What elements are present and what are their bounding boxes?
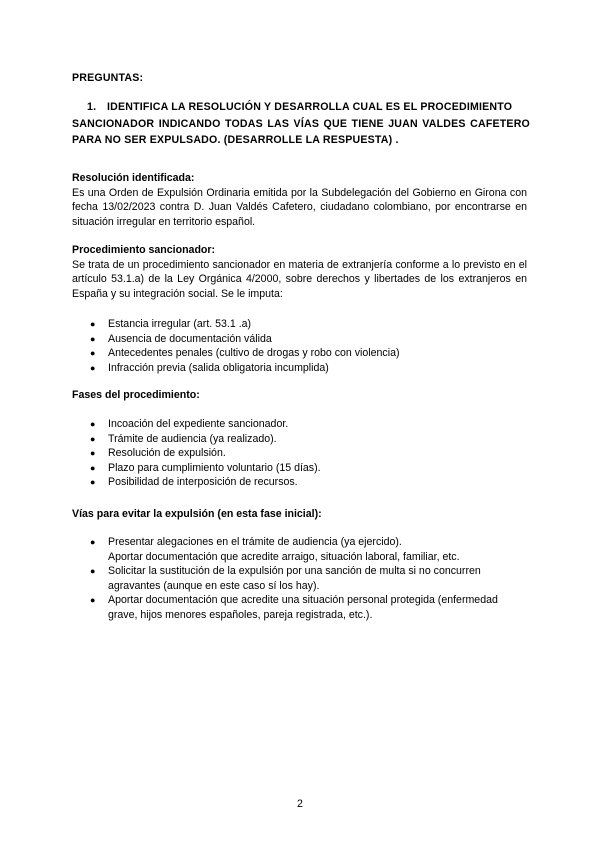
list-item-text: Presentar alegaciones en el trámite de audiencia (ya ejercido). xyxy=(108,536,402,548)
question-first-line xyxy=(72,99,530,116)
vias-list xyxy=(72,535,532,622)
bullet-icon: ● xyxy=(90,462,96,473)
bullet-icon: ● xyxy=(90,537,96,547)
list-item xyxy=(72,535,532,564)
list-item-text: Infracción previa (salida obligatoria incumplida) xyxy=(108,361,329,374)
bullet-icon: ● xyxy=(90,333,96,344)
list-item xyxy=(72,317,532,332)
list-item-text: Plazo para cumplimiento voluntario (15 días). xyxy=(108,461,321,474)
list-item-text: Resolución de expulsión. xyxy=(108,447,226,459)
list-item xyxy=(72,432,532,447)
list-item xyxy=(72,461,532,476)
procedimiento-body: Se trata de un procedimiento sancionador en materia de extranjería conforme a lo previsto en el artículo 53.1.a) de la Ley Orgánica 4/2000, sobre derechos y libertades de los extranjeros en España y su integración social. Se le imputa: xyxy=(72,258,527,300)
question-block xyxy=(72,99,530,149)
bullet-icon: ● xyxy=(90,566,96,576)
resolucion-section xyxy=(72,171,527,229)
list-item-text: Solicitar la sustitución de la expulsión por una sanción de multa si no concurren xyxy=(108,565,481,577)
list-item-text: Ausencia de documentación válida xyxy=(108,332,272,345)
vias-title: Vías para evitar la expulsión (en esta fase inicial): xyxy=(72,508,322,520)
list-item-text: Posibilidad de interposición de recursos. xyxy=(108,476,298,488)
bullet-icon: ● xyxy=(90,448,96,458)
resolucion-title: Resolución identificada: xyxy=(72,172,195,184)
bullet-icon: ● xyxy=(90,595,96,605)
question-text-first: IDENTIFICA LA RESOLUCIÓN Y DESARROLLA CUAL ES EL PROCEDIMIENTO xyxy=(107,101,513,113)
procedimiento-title: Procedimiento sancionador: xyxy=(72,244,216,256)
list-item-text-continued: grave, hijos menores españoles, pareja registrada, etc.). xyxy=(108,608,373,621)
list-item xyxy=(72,564,532,593)
list-item-text: Incoación del expediente sancionador. xyxy=(108,418,289,430)
question-text-rest: SANCIONADOR INDICANDO TODAS LAS VÍAS QUE TIENE JUAN VALDES CAFETERO PARA NO SER EXPULSADO. (DESARROLLE LA RESPUESTA) . xyxy=(72,117,530,146)
list-item-text: Estancia irregular (art. 53.1 .a) xyxy=(108,318,252,330)
list-item xyxy=(72,361,532,376)
bullet-icon: ● xyxy=(90,477,96,487)
vias-section xyxy=(72,507,527,522)
fases-section xyxy=(72,388,527,403)
bullet-icon: ● xyxy=(90,362,96,373)
list-item xyxy=(72,346,532,361)
fases-list xyxy=(72,417,532,490)
list-item xyxy=(72,332,532,347)
list-item xyxy=(72,417,532,432)
list-item-text-continued: Aportar documentación que acredite arraigo, situación laboral, familiar, etc. xyxy=(108,550,460,563)
bullet-icon: ● xyxy=(90,319,96,329)
page-number: 2 xyxy=(297,798,303,810)
list-item-text: Antecedentes penales (cultivo de drogas y robo con violencia) xyxy=(108,347,400,359)
procedimiento-list xyxy=(72,317,532,375)
list-item-text-continued: agravantes (aunque en este caso sí los hay). xyxy=(108,579,320,592)
bullet-icon: ● xyxy=(90,348,96,358)
list-item-text: Trámite de audiencia (ya realizado). xyxy=(108,432,277,445)
list-item xyxy=(72,446,532,461)
question-number: 1. xyxy=(87,101,97,113)
bullet-icon: ● xyxy=(90,433,96,444)
fases-title: Fases del procedimiento: xyxy=(72,389,200,401)
list-item-text: Aportar documentación que acredite una situación personal protegida (enfermedad xyxy=(108,594,498,606)
page-heading: PREGUNTAS: xyxy=(72,72,144,84)
list-item xyxy=(72,593,532,622)
resolucion-body: Es una Orden de Expulsión Ordinaria emitida por la Subdelegación del Gobierno en Girona con fecha 13/02/2023 contra D. Juan Valdés Cafetero, ciudadano colombiano, por encontrarse en situación irregular en territorio español. xyxy=(72,186,527,228)
bullet-icon: ● xyxy=(90,419,96,429)
list-item xyxy=(72,475,532,490)
procedimiento-section xyxy=(72,243,527,301)
